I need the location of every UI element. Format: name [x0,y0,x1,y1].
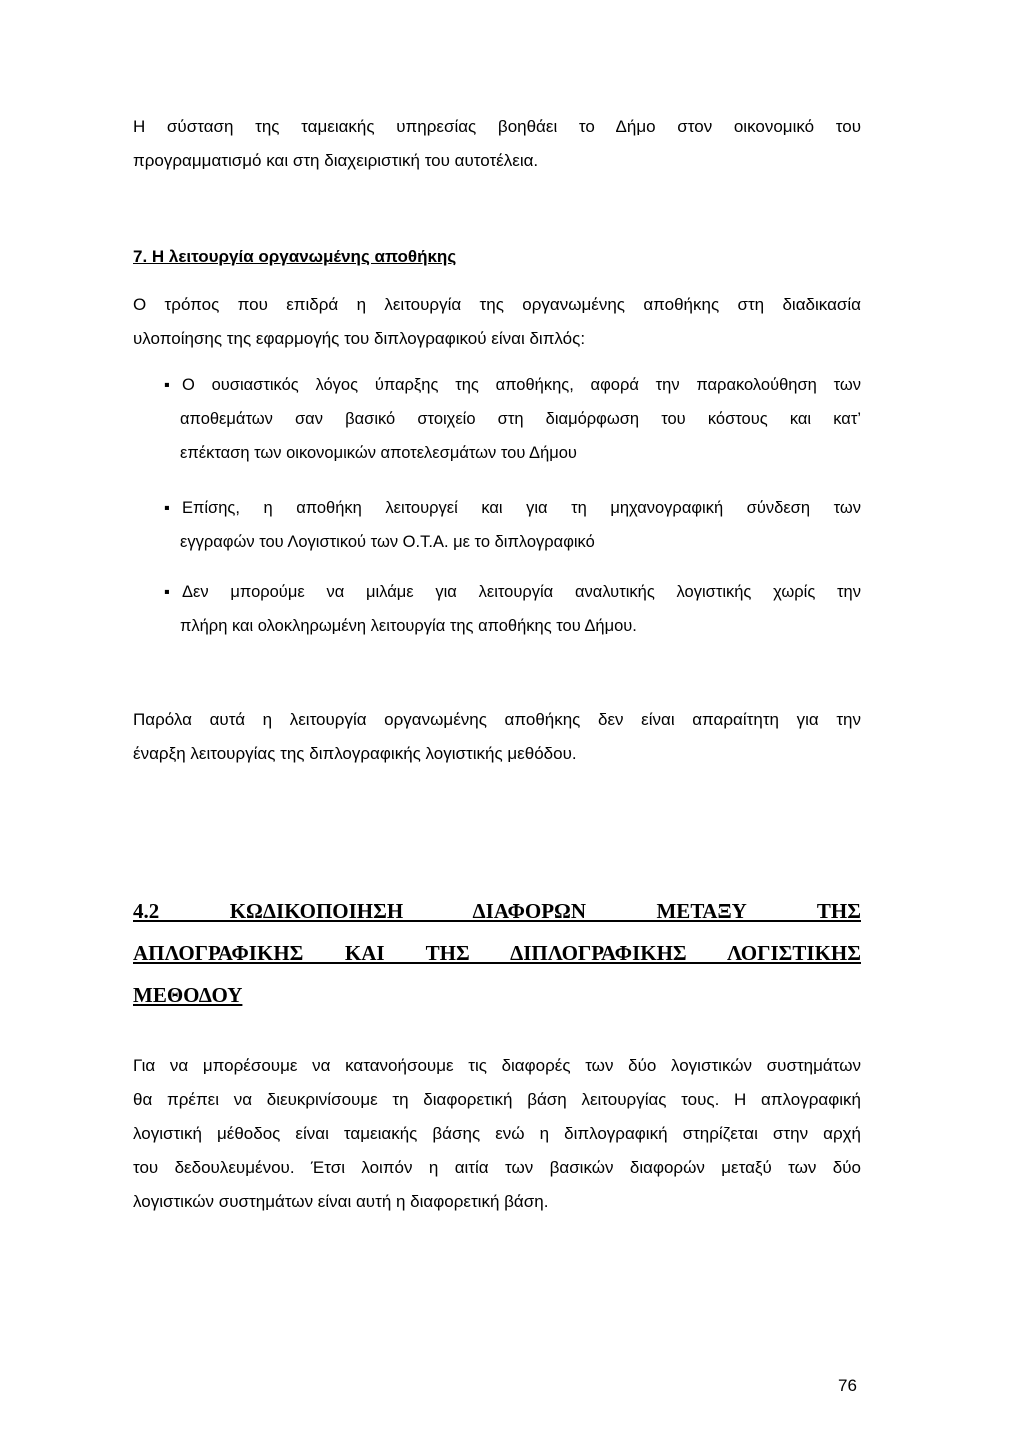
text-line: προγραμματισμό και στη διαχειριστική του αυτοτέλεια. [133,151,539,170]
text-line: λογιστικών συστημάτων είναι αυτή η διαφορετική βάση. [133,1192,549,1211]
closing-paragraph [133,703,861,771]
heading-line: ΑΠΛΟΓΡΑΦΙΚΗΣ ΚΑΙ ΤΗΣ ΔΙΠΛΟΓΡΑΦΙΚΗΣ ΛΟΓΙΣΤΙΚΗΣ [133,941,861,965]
list-item: ▪ Ο ουσιαστικός λόγος ύπαρξης της αποθήκης, αφορά την παρακολούθηση των αποθεμάτων σαν βασικό στοιχείο στη διαμόρφωση του κόστους και κατ’ επέκταση των οικονομικών αποτελεσμάτων του Δήμου [164,368,861,470]
section-4-2-paragraph [133,1049,861,1219]
text-line: έναρξη λειτουργίας της διπλογραφικής λογιστικής μεθόδου. [133,744,577,763]
page-number: 76 [838,1376,857,1395]
section-4-2-heading [133,890,861,1016]
list-item: ▪ Επίσης, η αποθήκη λειτουργεί και για τη μηχανογραφική σύνδεση των εγγραφών του Λογιστικού των Ο.Τ.Α. με το διπλογραφικό [164,491,861,559]
text-line: Η σύσταση της ταμειακής υπηρεσίας βοηθάει το Δήμο στον οικονομικό του [133,117,861,136]
bullet-icon: ▪ [164,583,170,601]
bullet-icon: ▪ [164,376,170,394]
list-item: ▪ Δεν μπορούμε να μιλάμε για λειτουργία αναλυτικής λογιστικής χωρίς την πλήρη και ολοκληρωμένη λειτουργία της αποθήκης του Δήμου. [164,575,861,643]
text-line: Ο τρόπος που επιδρά η λειτουργία της οργανωμένης αποθήκης στη διαδικασία [133,295,861,314]
heading-line: ΜΕΘΟΔΟΥ [133,983,243,1007]
text-line: υλοποίησης της εφαρμογής του διπλογραφικού είναι διπλός: [133,329,586,348]
text-line: Παρόλα αυτά η λειτουργία οργανωμένης αποθήκης δεν είναι απαραίτητη για την [133,710,861,729]
text-line: λογιστική μέθοδος είναι ταμειακής βάσης ενώ η διπλογραφική στηρίζεται στην αρχή [133,1124,861,1143]
bullet-icon: ▪ [164,499,170,517]
text-line: του δεδουλευμένου. Έτσι λοιπόν η αιτία των βασικών διαφορών μεταξύ των δύο [133,1158,861,1177]
text-line: θα πρέπει να διευκρινίσουμε τη διαφορετική βάση λειτουργίας τους. Η απλογραφική [133,1090,861,1109]
intro-paragraph [133,110,861,178]
text-line: Για να μπορέσουμε να κατανοήσουμε τις διαφορές των δύο λογιστικών συστημάτων [133,1056,861,1075]
section-7-title: 7. Η λειτουργία οργανωμένης αποθήκης [133,247,457,266]
section-7-paragraph [133,288,861,356]
heading-line: 4.2 ΚΩΔΙΚΟΠΟΙΗΣΗ ΔΙΑΦΟΡΩΝ ΜΕΤΑΞΥ ΤΗΣ [133,899,861,923]
